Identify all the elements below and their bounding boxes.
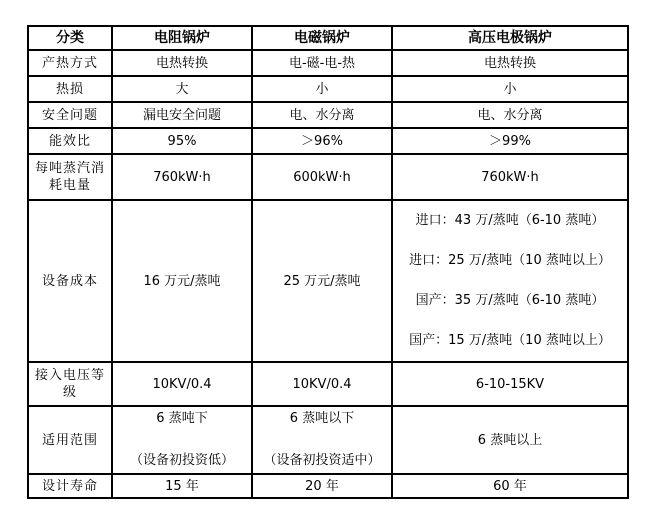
cell-energy-magnetic: 600kW·h xyxy=(252,154,392,200)
label-efficiency: 能效比 xyxy=(28,128,112,154)
label-energy-line1: 每吨蒸汽消 xyxy=(34,161,105,176)
cell-heat-loss-electrode: 小 xyxy=(392,76,628,102)
cell-scope-magnetic xyxy=(252,406,392,474)
cell-scope-resistance xyxy=(112,406,252,474)
label-voltage-line2: 级 xyxy=(62,385,77,400)
cost-electrode-line-1: 进口：43 万/蒸吨（6-10 蒸吨） xyxy=(415,213,605,228)
row-heat-loss xyxy=(28,76,628,102)
label-voltage xyxy=(28,362,112,406)
label-voltage-line1: 接入电压等 xyxy=(34,368,105,383)
cell-cost-electrode xyxy=(392,200,628,362)
cell-safety-electrode: 电、水分离 xyxy=(392,102,628,128)
row-lifespan xyxy=(28,474,628,498)
cell-safety-resistance: 漏电安全问题 xyxy=(112,102,252,128)
cell-cost-magnetic: 25 万元/蒸吨 xyxy=(252,200,392,362)
cost-electrode-line-2: 进口：25 万/蒸吨（10 蒸吨以上） xyxy=(409,253,611,268)
label-heat-method: 产热方式 xyxy=(28,50,112,76)
row-efficiency xyxy=(28,128,628,154)
cell-heat-loss-magnetic: 小 xyxy=(252,76,392,102)
cell-energy-resistance: 760kW·h xyxy=(112,154,252,200)
scope-magnetic-line2: （设备初投资适中） xyxy=(263,453,381,468)
header-magnetic-boiler: 电磁锅炉 xyxy=(252,26,392,50)
row-safety xyxy=(28,102,628,128)
scope-resistance-line1: 6 蒸吨下 xyxy=(156,411,208,426)
cell-lifespan-resistance: 15 年 xyxy=(112,474,252,498)
cell-voltage-magnetic: 10KV/0.4 xyxy=(252,362,392,406)
cell-efficiency-magnetic: ＞96% xyxy=(252,128,392,154)
header-electrode-boiler: 高压电极锅炉 xyxy=(392,26,628,50)
cost-electrode-line-3: 国产：35 万/蒸吨（6-10 蒸吨） xyxy=(415,293,605,308)
scope-magnetic-line1: 6 蒸吨以下 xyxy=(289,411,355,426)
scope-resistance-line2: （设备初投资低） xyxy=(129,453,234,468)
row-scope xyxy=(28,406,628,474)
label-scope: 适用范围 xyxy=(28,406,112,474)
cell-energy-electrode: 760kW·h xyxy=(392,154,628,200)
cell-heat-method-electrode: 电热转换 xyxy=(392,50,628,76)
label-energy xyxy=(28,154,112,200)
row-heat-method xyxy=(28,50,628,76)
cell-scope-electrode: 6 蒸吨以上 xyxy=(392,406,628,474)
cell-safety-magnetic: 电、水分离 xyxy=(252,102,392,128)
row-cost xyxy=(28,200,628,362)
label-safety: 安全问题 xyxy=(28,102,112,128)
label-lifespan: 设计寿命 xyxy=(28,474,112,498)
cost-electrode-line-4: 国产：15 万/蒸吨（10 蒸吨以上） xyxy=(409,333,611,348)
label-heat-loss: 热损 xyxy=(28,76,112,102)
cell-efficiency-resistance: 95% xyxy=(112,128,252,154)
cell-lifespan-electrode: 60 年 xyxy=(392,474,628,498)
row-energy xyxy=(28,154,628,200)
cell-cost-resistance: 16 万元/蒸吨 xyxy=(112,200,252,362)
boiler-comparison-table xyxy=(27,25,629,499)
header-category: 分类 xyxy=(28,26,112,50)
cell-voltage-resistance: 10KV/0.4 xyxy=(112,362,252,406)
header-row xyxy=(28,26,628,50)
row-voltage xyxy=(28,362,628,406)
cell-lifespan-magnetic: 20 年 xyxy=(252,474,392,498)
header-resistance-boiler: 电阻锅炉 xyxy=(112,26,252,50)
label-energy-line2: 耗电量 xyxy=(48,178,91,193)
cell-efficiency-electrode: ＞99% xyxy=(392,128,628,154)
cell-heat-method-magnetic: 电-磁-电-热 xyxy=(252,50,392,76)
cell-heat-loss-resistance: 大 xyxy=(112,76,252,102)
label-cost: 设备成本 xyxy=(28,200,112,362)
cell-voltage-electrode: 6-10-15KV xyxy=(392,362,628,406)
cell-heat-method-resistance: 电热转换 xyxy=(112,50,252,76)
